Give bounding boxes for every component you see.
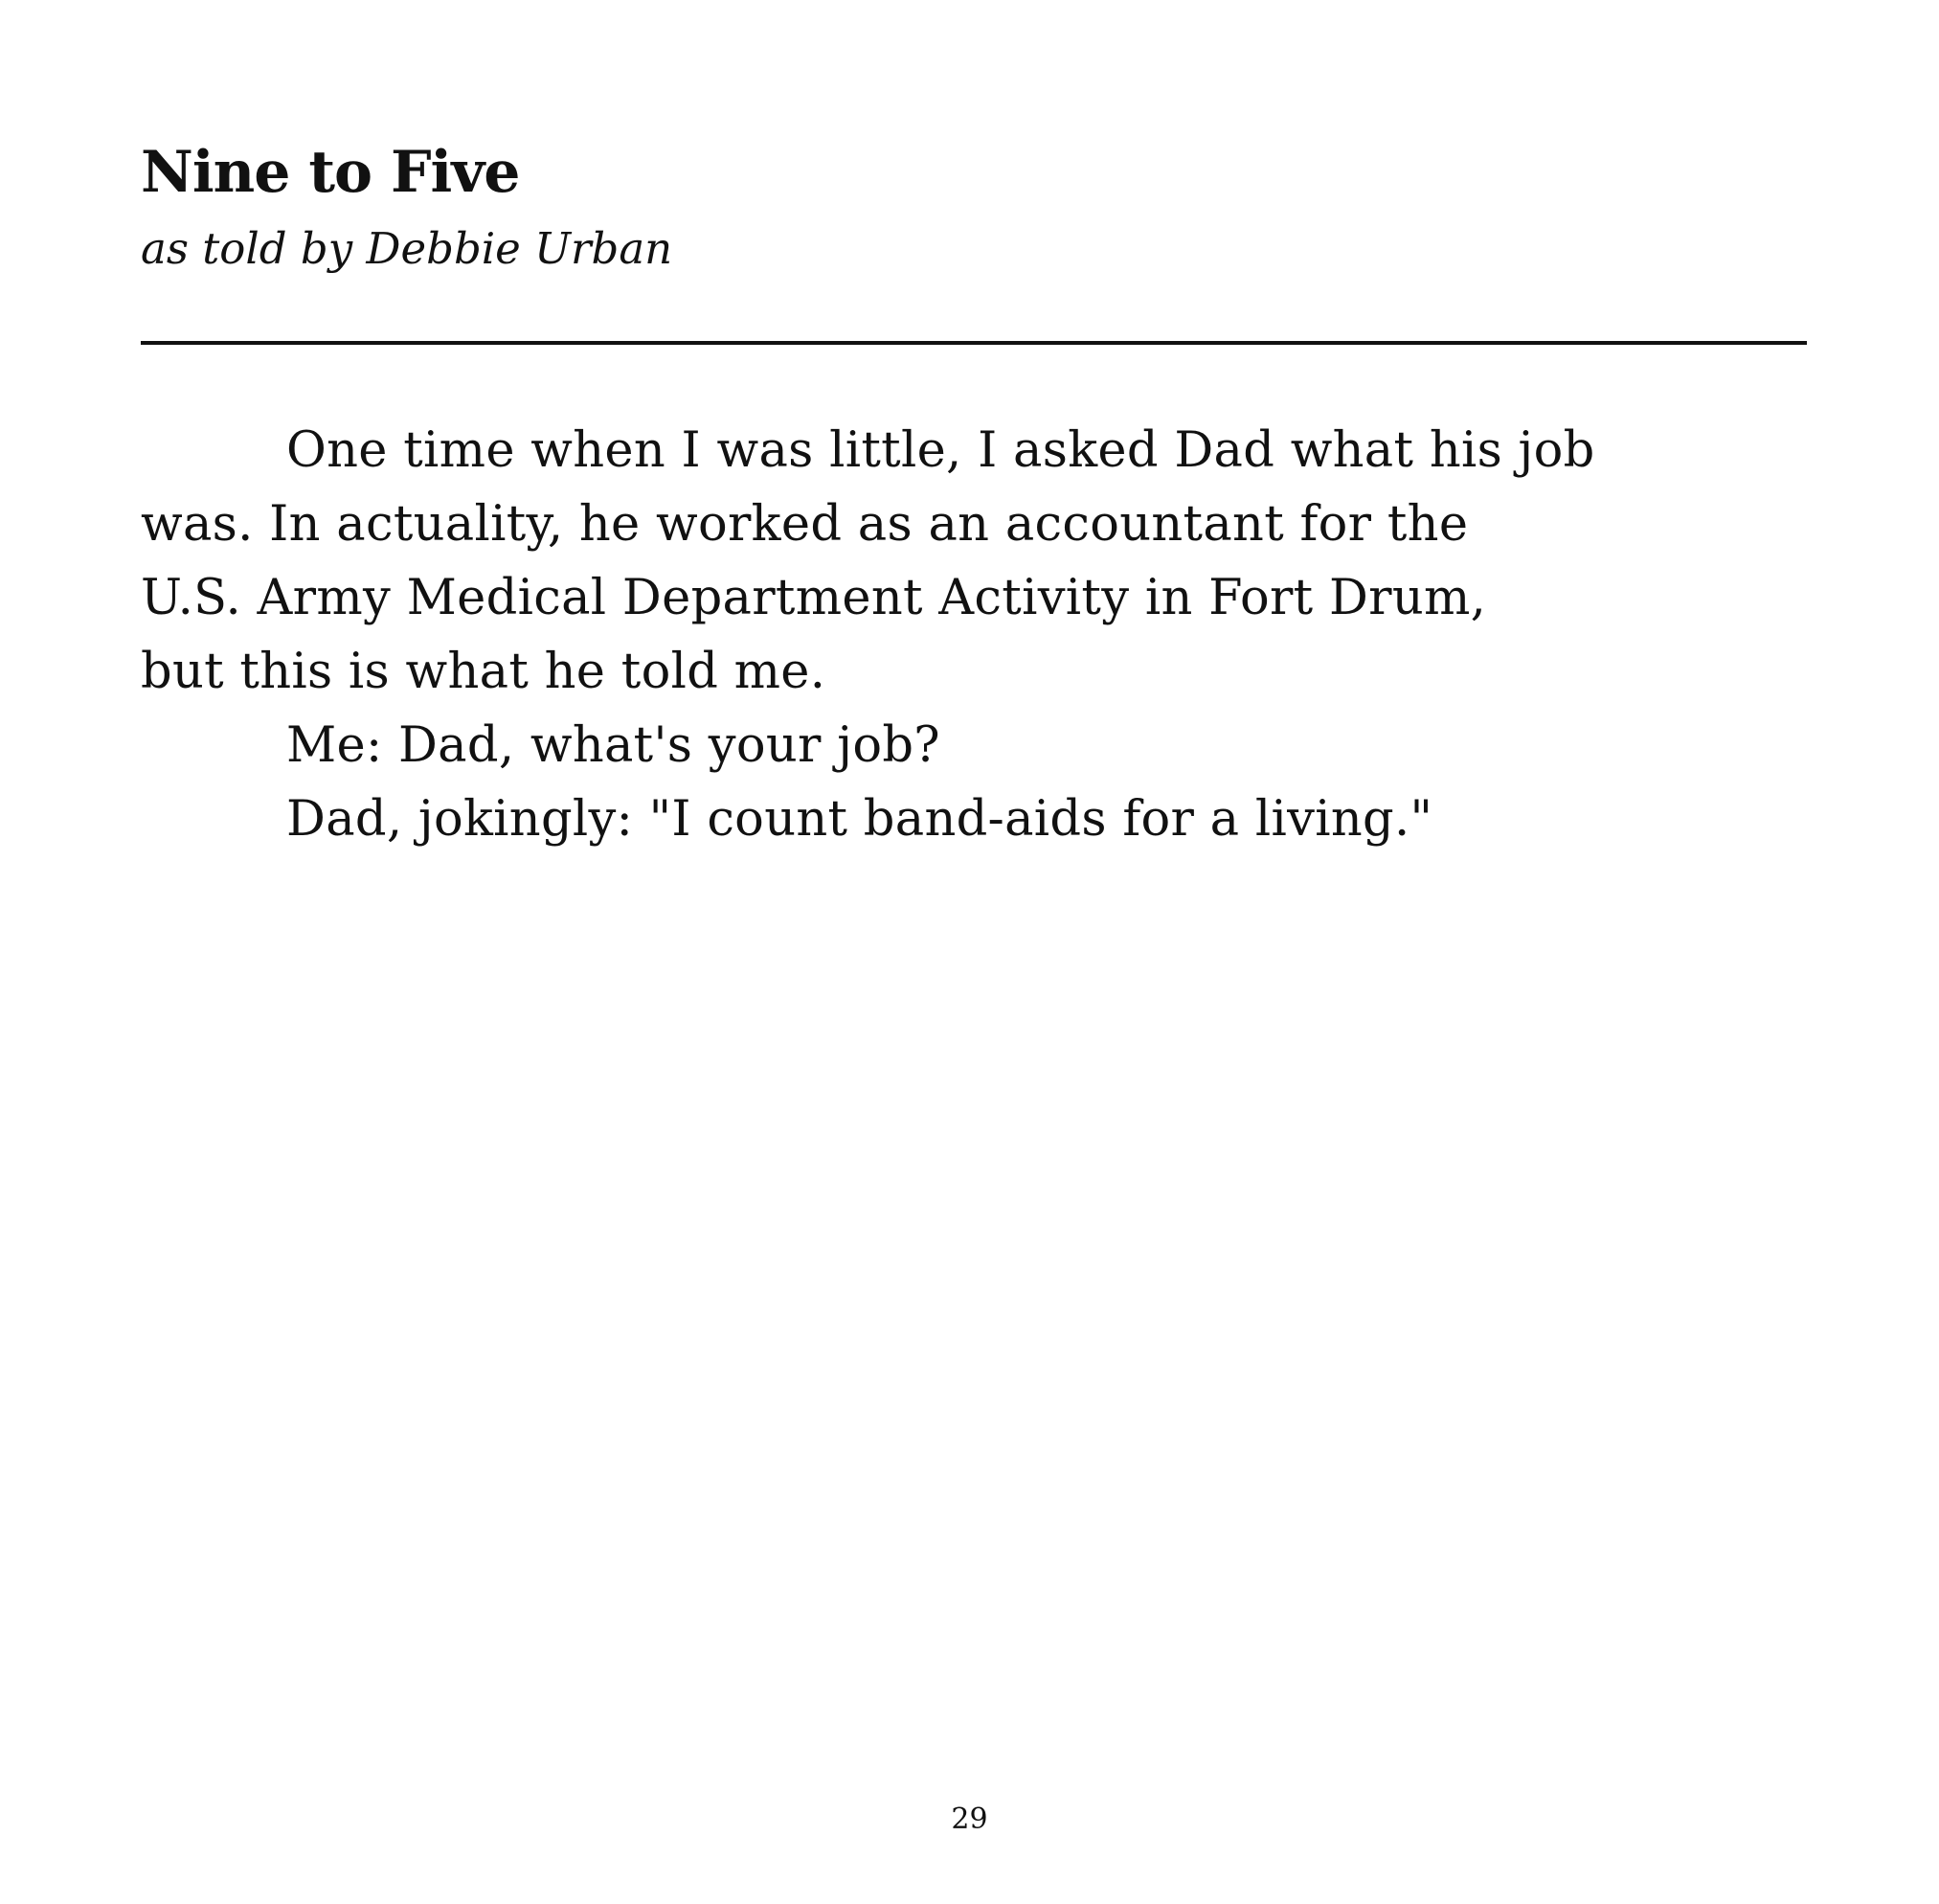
paragraph-line: but this is what he told me. bbox=[141, 644, 826, 700]
dialogue-line-me: Me: Dad, what's your job? bbox=[286, 717, 940, 774]
title-divider bbox=[141, 341, 1807, 345]
dialogue-line-dad: Dad, jokingly: "I count band-aids for a living." bbox=[286, 791, 1433, 848]
paragraph-line: One time when I was little, I asked Dad what his job bbox=[286, 422, 1595, 479]
paragraph-line: was. In actuality, he worked as an accountant for the bbox=[141, 496, 1469, 553]
story-body bbox=[141, 414, 1812, 856]
story-byline: as told by Debbie Urban bbox=[141, 223, 673, 274]
paragraph-line: U.S. Army Medical Department Activity in Fort Drum, bbox=[141, 570, 1487, 626]
story-title: Nine to Five bbox=[141, 139, 520, 206]
page-number: 29 bbox=[951, 1802, 988, 1836]
